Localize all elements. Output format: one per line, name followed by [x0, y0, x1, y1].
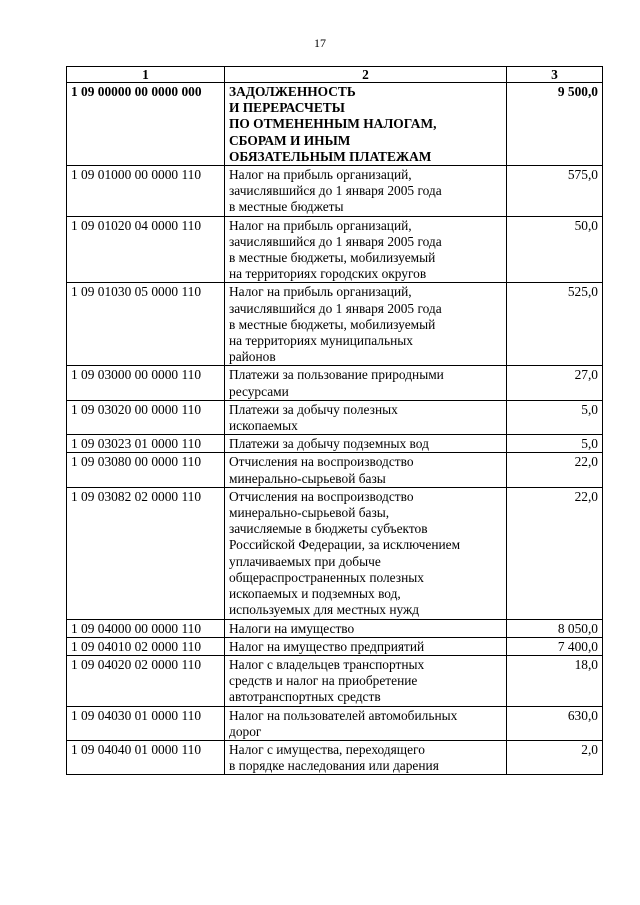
budget-code-cell: 1 09 03080 00 0000 110	[67, 453, 225, 487]
budget-code-cell: 1 09 03023 01 0000 110	[67, 435, 225, 453]
table-row	[67, 166, 603, 217]
budget-code-cell: 1 09 01000 00 0000 110	[67, 166, 225, 217]
item-name-cell: ЗАДОЛЖЕННОСТЬ И ПЕРЕРАСЧЕТЫ ПО ОТМЕНЕННЫМ НАЛОГАМ, СБОРАМ И ИНЫМ ОБЯЗАТЕЛЬНЫМ ПЛАТЕЖАМ	[225, 83, 507, 166]
amount-cell: 27,0	[507, 366, 603, 400]
table-row	[67, 216, 603, 283]
amount-cell: 22,0	[507, 487, 603, 619]
table-row	[67, 619, 603, 637]
table-row	[67, 283, 603, 366]
amount-cell: 8 050,0	[507, 619, 603, 637]
budget-code-cell: 1 09 03082 02 0000 110	[67, 487, 225, 619]
header-row	[67, 67, 603, 83]
budget-code-cell: 1 09 03000 00 0000 110	[67, 366, 225, 400]
amount-cell: 630,0	[507, 706, 603, 740]
budget-code-cell: 1 09 04000 00 0000 110	[67, 619, 225, 637]
budget-code-cell: 1 09 01020 04 0000 110	[67, 216, 225, 283]
item-name-cell: Платежи за пользование природными ресурсами	[225, 366, 507, 400]
budget-code-cell: 1 09 00000 00 0000 000	[67, 83, 225, 166]
item-name-cell: Отчисления на воспроизводство минерально-сырьевой базы, зачисляемые в бюджеты субъектов Российской Федерации, за исключением уплачиваемых при добыче общераспространенных полезных ископаемых и подземных вод, используемых для местных нужд	[225, 487, 507, 619]
table-row	[67, 435, 603, 453]
amount-cell: 525,0	[507, 283, 603, 366]
header-col-3: 3	[507, 67, 603, 83]
budget-code-cell: 1 09 04010 02 0000 110	[67, 637, 225, 655]
amount-cell: 575,0	[507, 166, 603, 217]
amount-cell: 2,0	[507, 740, 603, 774]
table-body	[67, 83, 603, 775]
table-row	[67, 400, 603, 434]
item-name-cell: Налог на прибыль организаций, зачислявшийся до 1 января 2005 года в местные бюджеты, мобилизуемый на территориях городских округов	[225, 216, 507, 283]
table-row	[67, 740, 603, 774]
amount-cell: 50,0	[507, 216, 603, 283]
item-name-cell: Платежи за добычу полезных ископаемых	[225, 400, 507, 434]
budget-table	[66, 66, 603, 775]
amount-cell: 9 500,0	[507, 83, 603, 166]
item-name-cell: Налог на прибыль организаций, зачислявшийся до 1 января 2005 года в местные бюджеты	[225, 166, 507, 217]
header-col-2: 2	[225, 67, 507, 83]
header-col-1: 1	[67, 67, 225, 83]
amount-cell: 5,0	[507, 435, 603, 453]
table-row	[67, 83, 603, 166]
amount-cell: 18,0	[507, 655, 603, 706]
amount-cell: 5,0	[507, 400, 603, 434]
item-name-cell: Налоги на имущество	[225, 619, 507, 637]
budget-code-cell: 1 09 04030 01 0000 110	[67, 706, 225, 740]
budget-code-cell: 1 09 03020 00 0000 110	[67, 400, 225, 434]
page-number: 17	[314, 36, 326, 50]
table-row	[67, 637, 603, 655]
item-name-cell: Налог с владельцев транспортных средств и налог на приобретение автотранспортных средств	[225, 655, 507, 706]
table-row	[67, 706, 603, 740]
table-row	[67, 366, 603, 400]
amount-cell: 22,0	[507, 453, 603, 487]
item-name-cell: Налог на пользователей автомобильных дорог	[225, 706, 507, 740]
table-row	[67, 487, 603, 619]
item-name-cell: Налог на имущество предприятий	[225, 637, 507, 655]
budget-code-cell: 1 09 01030 05 0000 110	[67, 283, 225, 366]
budget-code-cell: 1 09 04020 02 0000 110	[67, 655, 225, 706]
item-name-cell: Налог на прибыль организаций, зачислявшийся до 1 января 2005 года в местные бюджеты, мобилизуемый на территориях муниципальных районов	[225, 283, 507, 366]
table-row	[67, 453, 603, 487]
item-name-cell: Отчисления на воспроизводство минерально-сырьевой базы	[225, 453, 507, 487]
amount-cell: 7 400,0	[507, 637, 603, 655]
table-header	[67, 67, 603, 83]
budget-code-cell: 1 09 04040 01 0000 110	[67, 740, 225, 774]
item-name-cell: Налог с имущества, переходящего в порядке наследования или дарения	[225, 740, 507, 774]
table-row	[67, 655, 603, 706]
item-name-cell: Платежи за добычу подземных вод	[225, 435, 507, 453]
